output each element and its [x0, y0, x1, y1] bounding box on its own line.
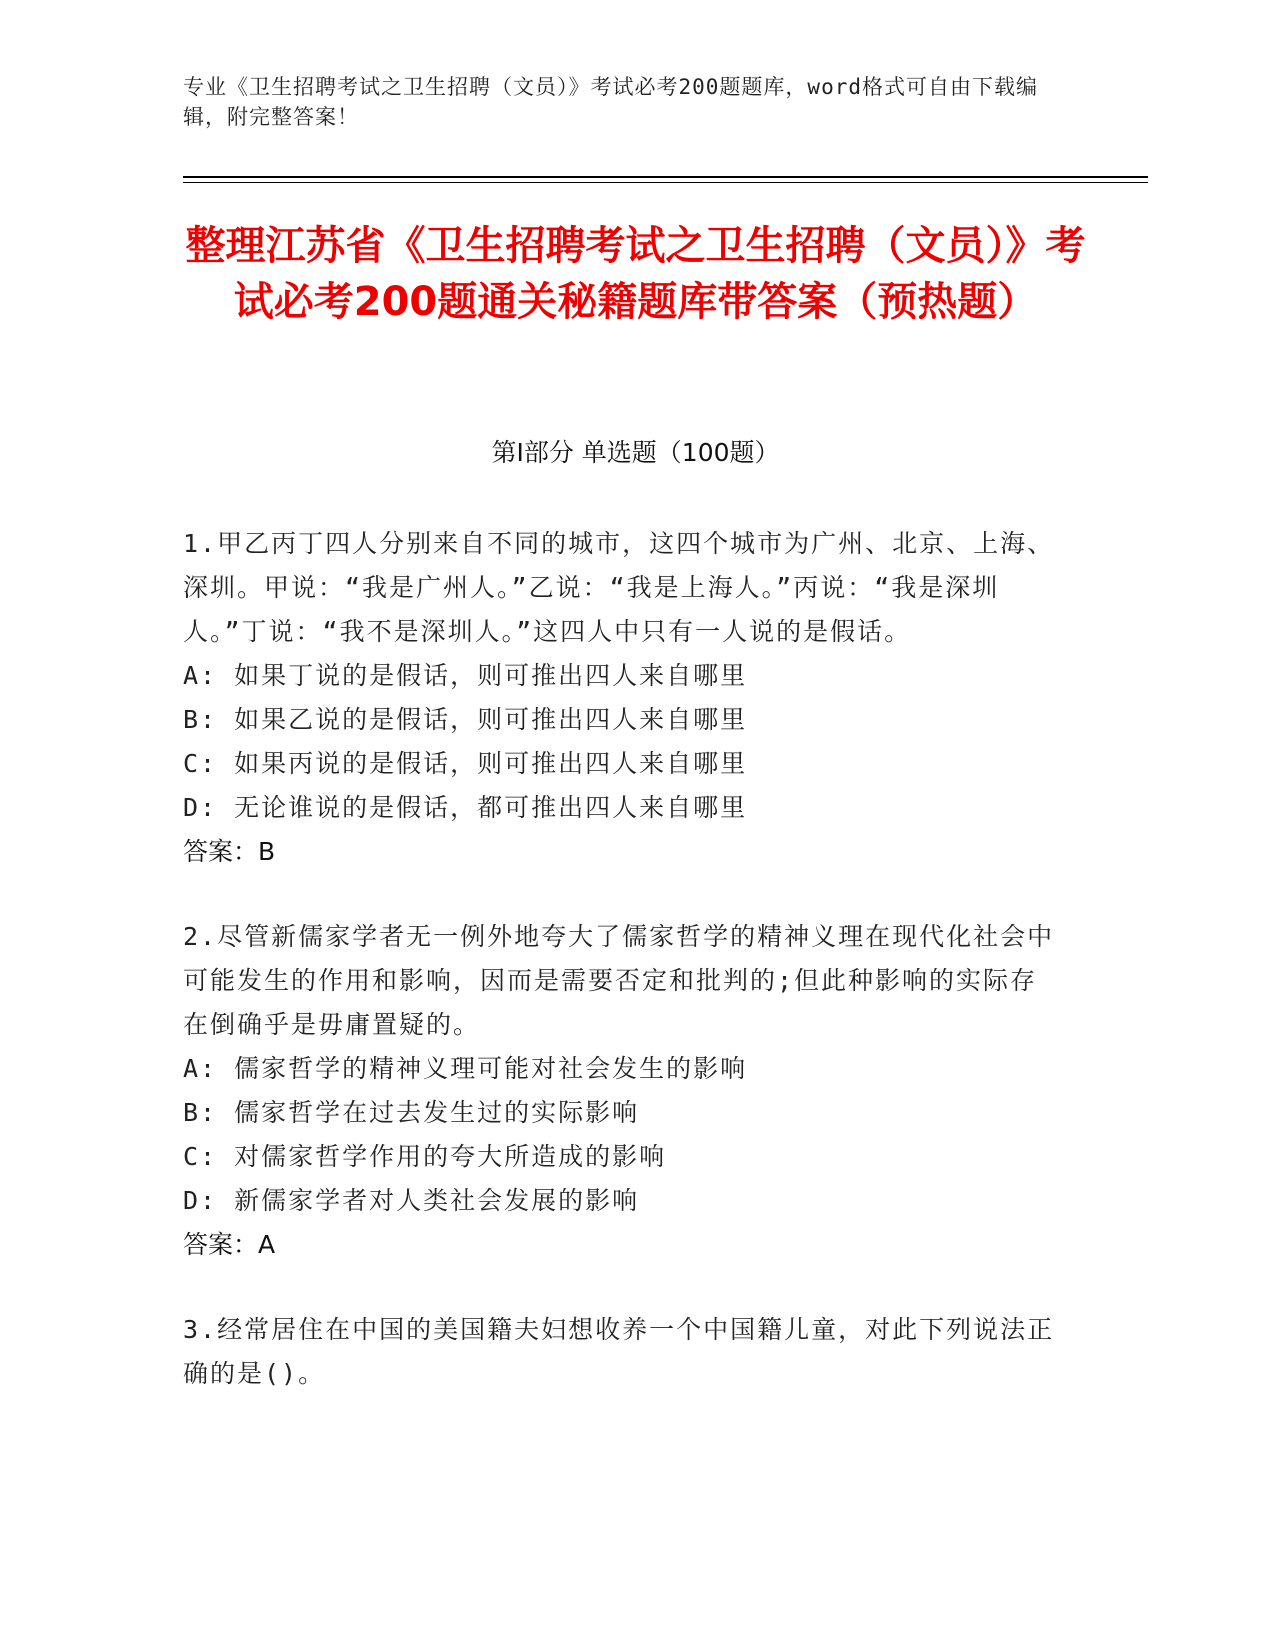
header-note: 专业《卫生招聘考试之卫生招聘（文员）》考试必考200题题库，word格式可自由下载编辑，附完整答案！	[183, 75, 1038, 129]
question-stem: 3.经常居住在中国的美国籍夫妇想收养一个中国籍儿童，对此下列说法正确的是()。	[183, 1315, 1055, 1388]
document-title: 整理江苏省《卫生招聘考试之卫生招聘（文员）》考试必考200题通关秘籍题库带答案（预热题）	[185, 223, 1086, 325]
option-a: A: 儒家哲学的精神义理可能对社会发生的影响	[183, 1054, 748, 1083]
option-d: D: 无论谁说的是假话，都可推出四人来自哪里	[183, 793, 748, 822]
option-c: C: 如果丙说的是假话，则可推出四人来自哪里	[183, 749, 748, 778]
option-b: B: 如果乙说的是假话，则可推出四人来自哪里	[183, 705, 748, 734]
header-divider-thick	[183, 176, 1148, 178]
option-c: C: 对儒家哲学作用的夸大所造成的影响	[183, 1142, 667, 1171]
header-divider-thin	[183, 182, 1148, 183]
option-d: D: 新儒家学者对人类社会发展的影响	[183, 1186, 640, 1215]
question-1	[183, 522, 1063, 874]
question-stem: 2.尽管新儒家学者无一例外地夸大了儒家哲学的精神义理在现代化社会中可能发生的作用和影响，因而是需要否定和批判的;但此种影响的实际存在倒确乎是毋庸置疑的。	[183, 922, 1055, 1039]
question-2	[183, 915, 1063, 1267]
question-3	[183, 1308, 1063, 1396]
answer-line: 答案：A	[183, 1230, 276, 1259]
option-b: B: 儒家哲学在过去发生过的实际影响	[183, 1098, 640, 1127]
section-heading: 第I部分 单选题（100题）	[491, 438, 780, 467]
option-a: A: 如果丁说的是假话，则可推出四人来自哪里	[183, 661, 748, 690]
question-stem: 1.甲乙丙丁四人分别来自不同的城市，这四个城市为广州、北京、上海、深圳。甲说：“我是广州人。”乙说：“我是上海人。”丙说：“我是深圳人。”丁说：“我不是深圳人。”这四人中只有一人说的是假话。	[183, 529, 1055, 646]
question-list	[183, 522, 1063, 1437]
answer-line: 答案：B	[183, 837, 276, 866]
